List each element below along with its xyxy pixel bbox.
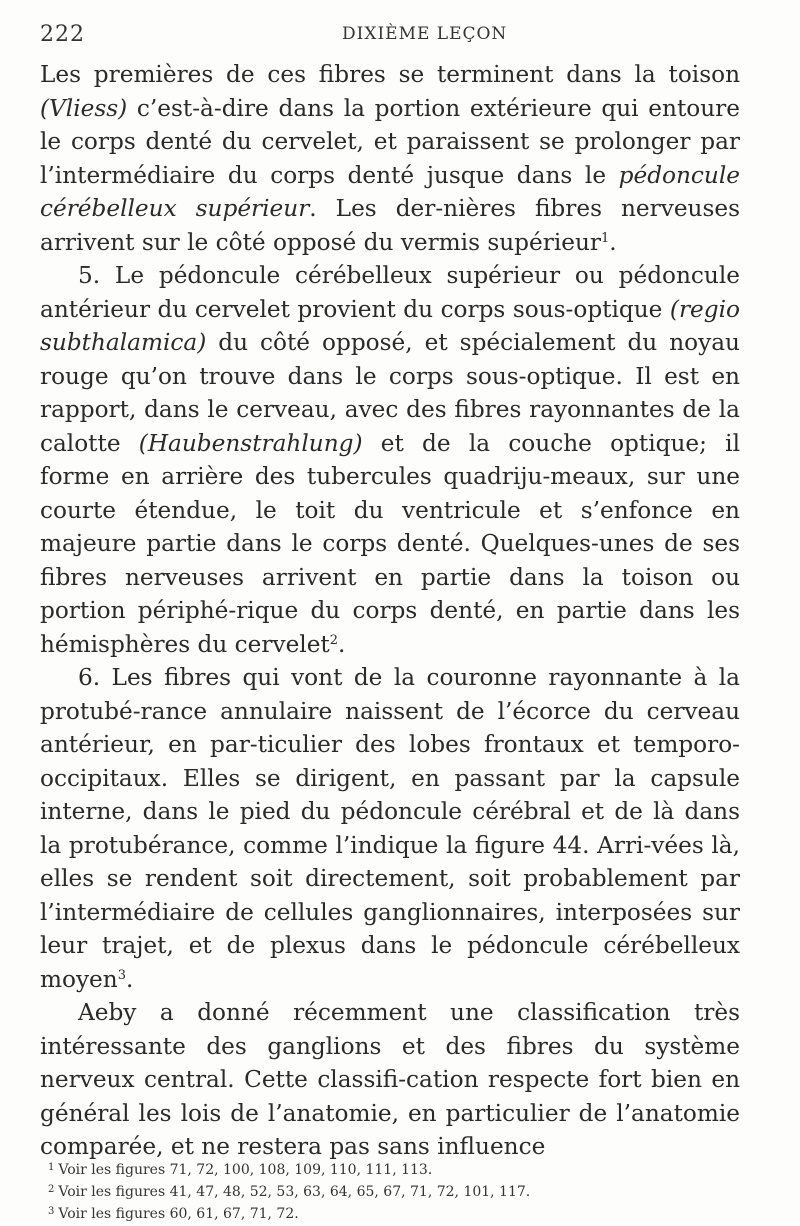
paragraph-4 — [40, 996, 740, 1164]
text-run: . — [125, 965, 134, 993]
footnote — [40, 1204, 740, 1226]
paragraph-3 — [40, 661, 740, 996]
page-number: 222 — [40, 22, 85, 47]
text-run: Les premières de ces fibres se terminent dans la toison — [40, 61, 740, 88]
text-run: . — [338, 630, 346, 658]
footnote-mark: 1 — [48, 1162, 55, 1173]
footnote-text: Voir les figures 60, 61, 67, 71, 72. — [58, 1206, 299, 1222]
footnote — [40, 1160, 740, 1182]
footnote-ref: 3 — [117, 967, 126, 983]
footnote — [40, 1182, 740, 1204]
italic-term: (Vliess) — [40, 94, 128, 122]
italic-term: pédoncule cérébelleux supérieur — [40, 161, 740, 222]
text-run: . — [609, 228, 617, 256]
text-run: 6. Les fibres qui vont de la couronne rayonnante à la protubé-rance annulaire naissent de l’écorce du cerveau antérieur, en par-ticulier des lobes frontaux et temporo-occipitaux. Elles se dirigent, en passant par la capsule interne, dans le pied du pédoncule cérébral et de là dans la protubérance, comme l’indique la figure 44. Arri-vées là, elles se rendent soit directement, soit probablement par l’intermédiaire de cellules ganglionnaires, interposées sur leur trajet, et de plexus dans le pédoncule cérébelleux moyen — [40, 664, 740, 993]
running-head: DIXIÈME LEÇON — [342, 24, 508, 44]
paragraph-2 — [40, 259, 740, 661]
text-run: c’est-à-dire dans la portion extérieure qui entoure le corps denté du cervelet, et paraissent se prolonger par l’intermédiaire du corps denté jusque dans le — [40, 94, 740, 189]
text-run: du côté opposé, et spécialement du noyau rouge qu’on trouve dans le corps sous-optique. Il est en rapport, dans le cerveau, avec des fibres rayonnantes de la calotte — [40, 329, 740, 457]
text-run: . Les der-nières fibres nerveuses arrivent sur le côté opposé du vermis supérieur — [40, 195, 741, 256]
italic-term: (Haubenstrahlung) — [138, 429, 363, 457]
footnote-ref: 2 — [329, 632, 339, 648]
text-run: Aeby a donné récemment une classification très intéressante des ganglions et des fibres du système nerveux central. Cette classifi-cation respecte fort bien en général les lois de l’anatomie, en particulier de l’anatomie comparée, et ne restera pas sans influence — [40, 999, 740, 1160]
text-run: et de la couche optique; il forme en arrière des tubercules quadriju-meaux, sur une courte étendue, le toit du ventricule et s’enfonce en majeure partie dans le corps denté. Quelques-unes de ses fibres nerveuses arrivent en partie dans la toison ou portion périphé-rique du corps denté, en partie dans les hémisphères du cervelet — [40, 429, 740, 658]
footnote-text: Voir les figures 71, 72, 100, 108, 109, 110, 111, 113. — [58, 1162, 433, 1178]
text-run: 5. Le pédoncule cérébelleux supérieur ou pédoncule antérieur du cervelet provient du corps sous-optique — [40, 262, 740, 323]
page-header — [40, 22, 740, 52]
footnotes — [40, 1160, 740, 1226]
footnote-mark: 3 — [48, 1206, 55, 1217]
body-text — [40, 58, 740, 1164]
footnote-mark: 2 — [48, 1184, 55, 1195]
italic-term: (regio subthalamica) — [40, 295, 740, 356]
footnote-text: Voir les figures 41, 47, 48, 52, 53, 63, 64, 65, 67, 71, 72, 101, 117. — [58, 1184, 531, 1200]
paragraph-1 — [40, 58, 740, 259]
footnote-ref: 1 — [600, 230, 610, 246]
